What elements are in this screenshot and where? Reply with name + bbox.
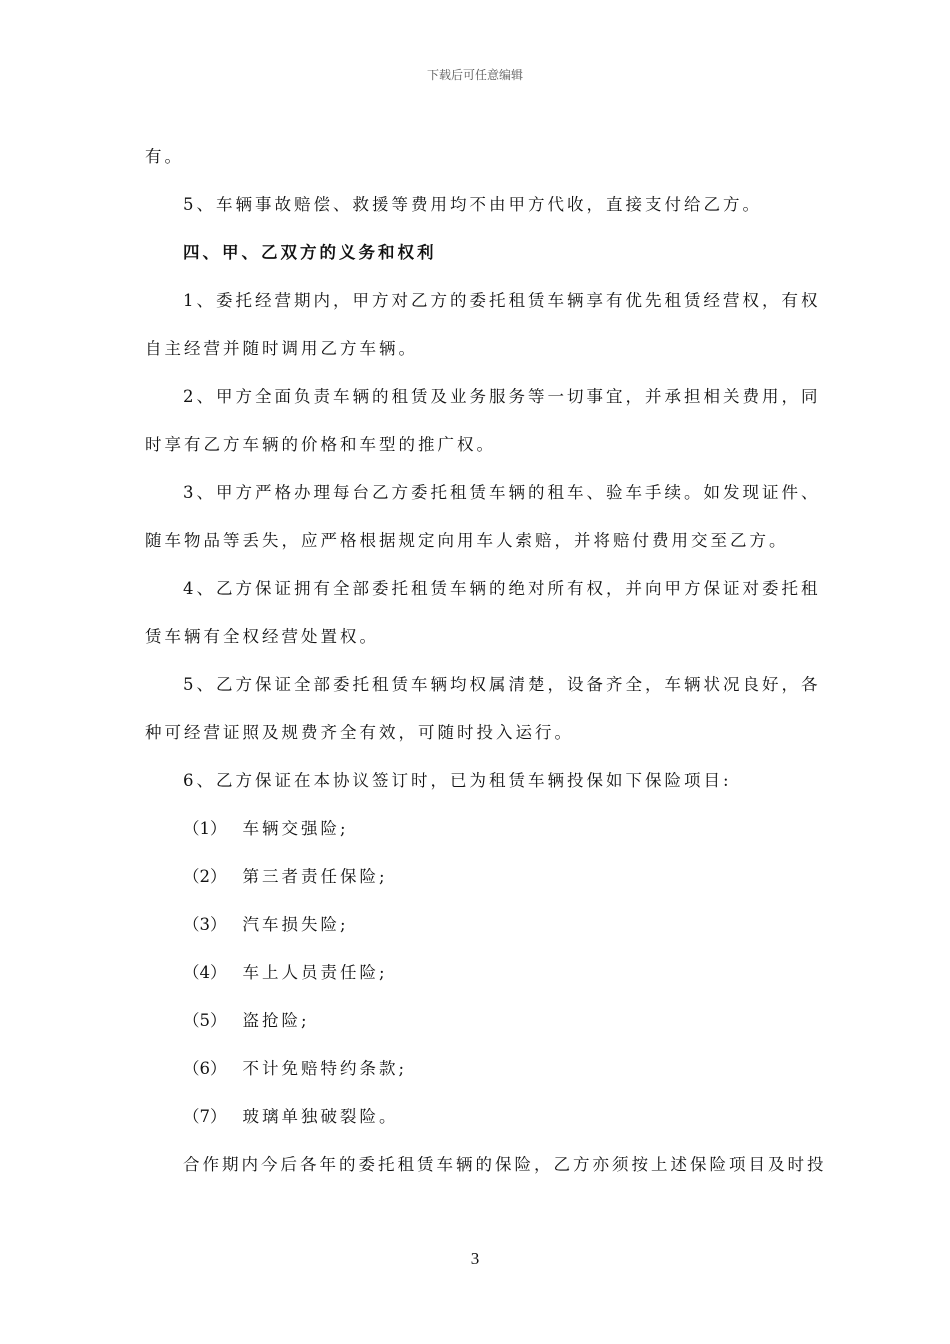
list-item-number: （2） (183, 867, 227, 886)
insurance-list-item (183, 961, 853, 985)
paragraph-line: 3、甲方严格办理每台乙方委托租赁车辆的租车、验车手续。如发现证件、 (183, 483, 821, 502)
paragraph-line: 有。 (145, 147, 184, 166)
list-item-text: 玻璃单独破裂险。 (242, 1107, 399, 1126)
list-item-number: （1） (183, 819, 227, 838)
list-item-number: （4） (183, 963, 227, 982)
page-header: 下载后可任意编辑 (426, 68, 523, 82)
list-item-text: 盗抢险; (242, 1011, 310, 1030)
paragraph-line: 2、甲方全面负责车辆的租赁及业务服务等一切事宜，并承担相关费用，同 (183, 387, 821, 406)
list-item-number: （6） (183, 1059, 227, 1078)
paragraph-line: 自主经营并随时调用乙方车辆。 (145, 339, 418, 358)
section-title: 四、甲、乙双方的义务和权利 (183, 243, 437, 262)
list-item-text: 车辆交强险; (242, 819, 349, 838)
paragraph-line: 合作期内今后各年的委托租赁车辆的保险，乙方亦须按上述保险项目及时投 (183, 1155, 827, 1174)
list-item-text: 车上人员责任险; (242, 963, 388, 982)
list-item-number: （3） (183, 915, 227, 934)
paragraph-line: 1、委托经营期内，甲方对乙方的委托租赁车辆享有优先租赁经营权，有权 (183, 291, 821, 310)
paragraph-line: 随车物品等丢失，应严格根据规定向用车人索赔，并将赔付费用交至乙方。 (145, 531, 789, 550)
paragraph-line: 5、乙方保证全部委托租赁车辆均权属清楚，设备齐全，车辆状况良好，各 (183, 675, 821, 694)
paragraph-line: 5、车辆事故赔偿、救援等费用均不由甲方代收，直接支付给乙方。 (183, 195, 762, 214)
insurance-list-item (183, 817, 853, 841)
paragraph-line: 种可经营证照及规费齐全有效，可随时投入运行。 (145, 723, 574, 742)
list-item-number: （5） (183, 1011, 227, 1030)
list-item-number: （7） (183, 1107, 227, 1126)
paragraph-line: 赁车辆有全权经营处置权。 (145, 627, 379, 646)
insurance-list-item (183, 913, 853, 937)
insurance-list-item (183, 865, 853, 889)
paragraph-line: 6、乙方保证在本协议签订时，已为租赁车辆投保如下保险项目: (183, 771, 732, 790)
insurance-list-item (183, 1105, 853, 1129)
page-number: 3 (470, 1249, 480, 1268)
paragraph-line: 时享有乙方车辆的价格和车型的推广权。 (145, 435, 496, 454)
paragraph-line: 4、乙方保证拥有全部委托租赁车辆的绝对所有权，并向甲方保证对委托租 (183, 579, 821, 598)
insurance-list-item (183, 1009, 853, 1033)
list-item-text: 不计免赔特约条款; (242, 1059, 408, 1078)
list-item-text: 第三者责任保险; (242, 867, 388, 886)
list-item-text: 汽车损失险; (242, 915, 349, 934)
insurance-list-item (183, 1057, 853, 1081)
